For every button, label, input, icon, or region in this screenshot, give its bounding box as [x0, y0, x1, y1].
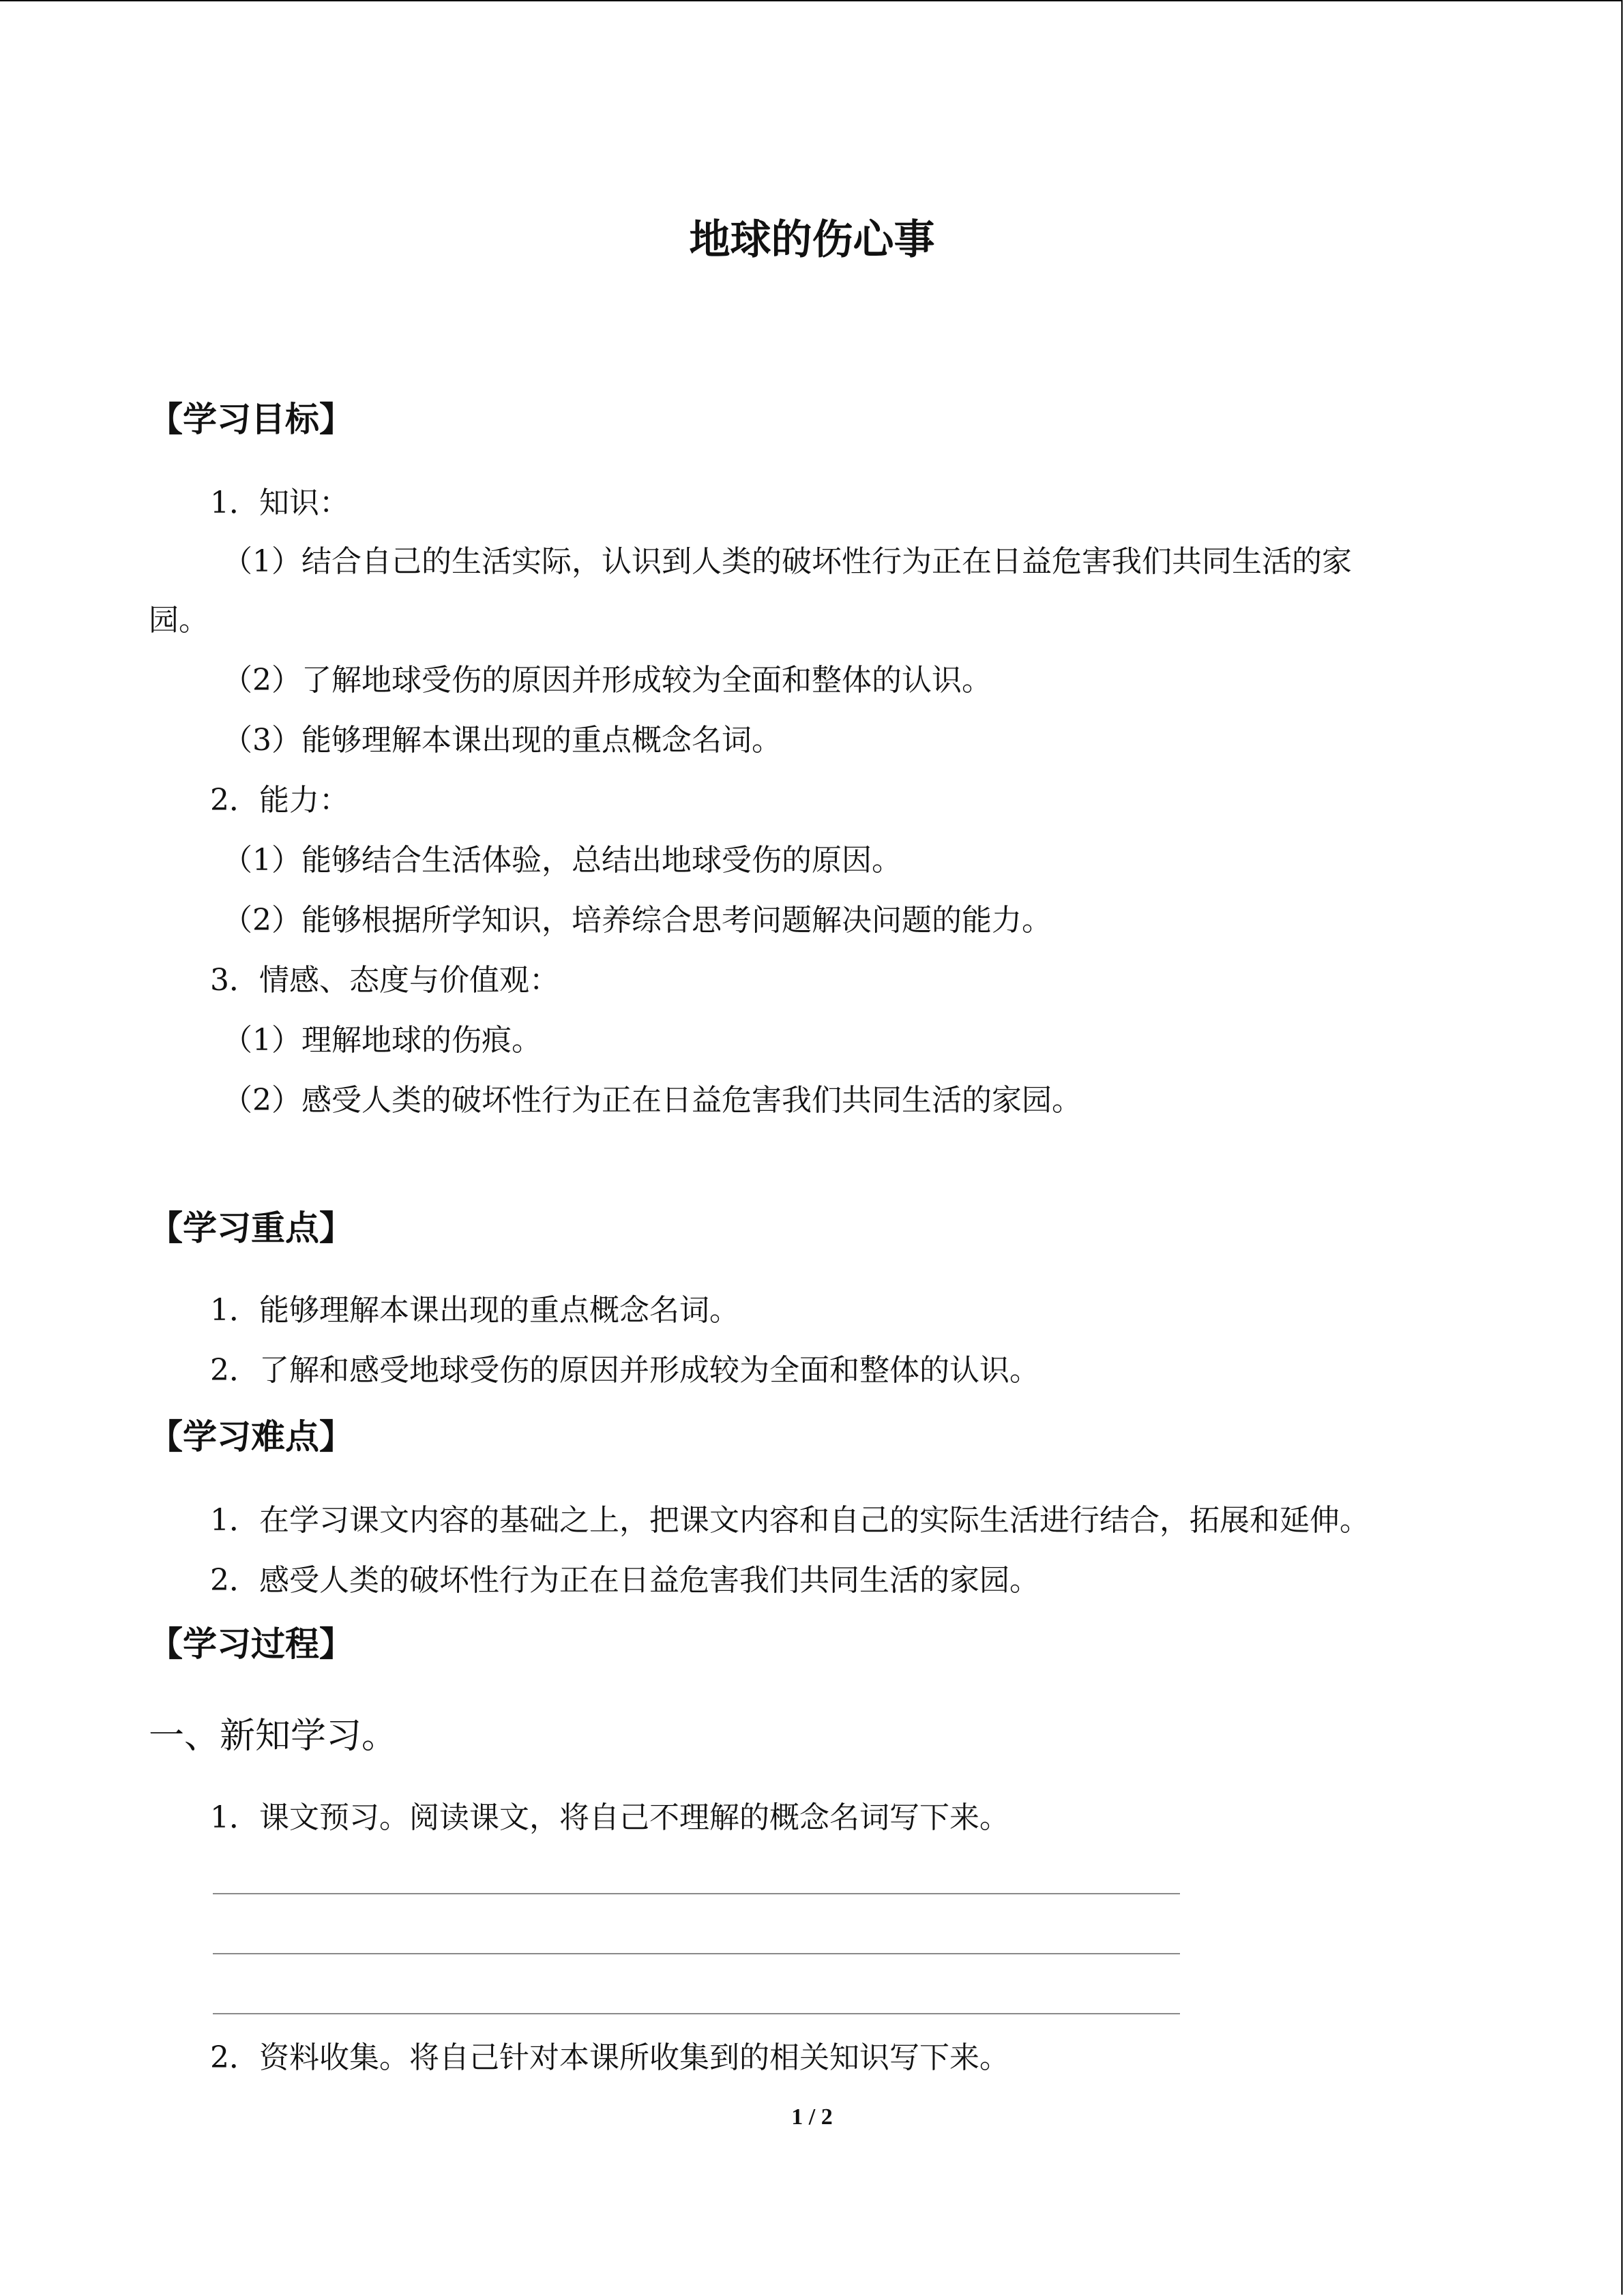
key-points-heading: 【学习重点】 [149, 1208, 353, 1248]
knowledge-item-1-continued: 园。 [149, 603, 209, 638]
key-point-2: 2．了解和感受地球受伤的原因并形成较为全面和整体的认识。 [210, 1353, 1039, 1388]
ability-item-2: （2）能够根据所学知识，培养综合思考问题解决问题的能力。 [222, 903, 1052, 938]
ability-label: 2．能力： [210, 783, 349, 818]
ability-item-1: （1）能够结合生活体验，总结出地球受伤的原因。 [222, 843, 902, 878]
knowledge-label: 1．知识： [210, 486, 349, 520]
values-item-1: （1）理解地球的伤痕。 [222, 1023, 542, 1058]
task-2: 2．资料收集。将自己针对本课所收集到的相关知识写下来。 [210, 2040, 1009, 2075]
task-1: 1．课文预习。阅读课文，将自己不理解的概念名词写下来。 [210, 1800, 1009, 1835]
values-item-2: （2）感受人类的破坏性行为正在日益危害我们共同生活的家园。 [222, 1083, 1082, 1118]
knowledge-item-2: （2）了解地球受伤的原因并形成较为全面和整体的认识。 [222, 663, 992, 698]
difficulty-2: 2．感受人类的破坏性行为正在日益危害我们共同生活的家园。 [210, 1563, 1039, 1598]
key-point-1: 1．能够理解本课出现的重点概念名词。 [210, 1293, 739, 1328]
answer-line[interactable] [213, 1953, 1180, 1954]
difficulty-1: 1．在学习课文内容的基础之上，把课文内容和自己的实际生活进行结合，拓展和延伸。 [210, 1503, 1370, 1538]
knowledge-item-1: （1）结合自己的生活实际，认识到人类的破坏性行为正在日益危害我们共同生活的家 [222, 544, 1352, 579]
part1-heading: 一、新知学习。 [149, 1716, 398, 1757]
document-title: 地球的伤心事 [689, 216, 935, 264]
values-label: 3．情感、态度与价值观： [210, 963, 559, 998]
difficulties-heading: 【学习难点】 [149, 1417, 353, 1457]
knowledge-item-3: （3）能够理解本课出现的重点概念名词。 [222, 723, 782, 758]
answer-line[interactable] [213, 1893, 1180, 1894]
process-heading: 【学习过程】 [149, 1624, 353, 1664]
objectives-heading: 【学习目标】 [149, 400, 353, 439]
answer-line[interactable] [213, 2013, 1180, 2014]
page-number: 1 / 2 [791, 2104, 833, 2130]
